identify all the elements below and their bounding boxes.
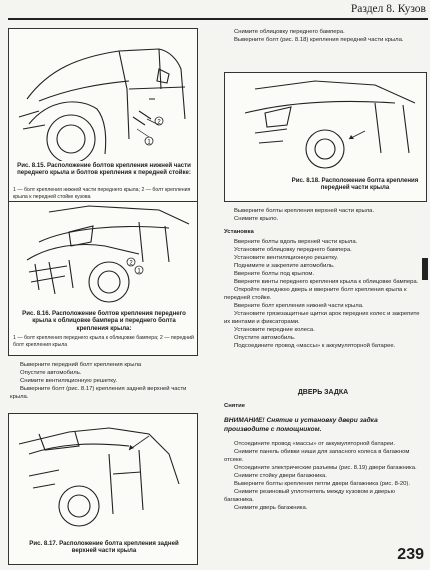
paragraph: Выверните передний болт крепления крыла [20,362,142,368]
paragraph: Вверните болты под крылом. [234,271,315,278]
removal-heading: Снятие [224,403,246,409]
paragraph: Установите вентиляционную решетку. [234,255,339,262]
paragraph: Установите грязезащитные щитки арок передних колес и закрепите их винтами и фиксаторами. [224,311,420,326]
paragraph: Вверните болты вдоль верхней части крыла. [234,239,358,245]
figure-8-15-caption: Рис. 8.15. Расположение болтов крепления нижней части переднего крыла и болтов крепления к передней стойке: [17,162,191,177]
figure-8-15 [8,28,198,208]
callout-2: 2 [157,119,161,126]
paragraph: Вверните болт крепления нижней части крыла. [234,303,364,310]
paragraph: Вверните винты переднего крепления крыла к облицовке бампера. [234,279,419,286]
figure-8-16-legend: 1 — болт крепления переднего крыла к облицовке бампера; 2 — передний болт крепления крыла [13,335,194,348]
install-text [224,238,422,350]
figure-8-16 [8,201,198,356]
callout-arrows [349,131,365,139]
figure-8-18-caption: Рис. 8.18. Расположение болта крепления передней части крыла [291,177,419,192]
callouts [137,117,163,146]
section-title: Раздел 8. Кузов [350,3,426,15]
warning-label: ВНИМАНИЕ! [224,417,265,424]
section2-heading: ДВЕРЬ ЗАДКА [297,389,349,396]
figure-8-15-legend: 1 — болт крепления нижней части переднего крыла; 2 — болт крепления крыла к передней стойке кузова [13,187,191,200]
removal-text [224,440,422,512]
paragraph: Снимите стойку двери багажника. [234,473,327,480]
paragraph: Отсоедините провод «массы» от аккумуляторной батареи. [234,441,395,447]
paragraph: Выверните болты крепления петли двери багажника (рис. 8-20). [234,481,411,488]
car-front-fender-drawing [225,73,426,173]
callout-2: 2 [129,260,133,267]
paragraph: Отсоедините электрические разъемы (рис. 8.19) двери багажника. [234,465,417,472]
paragraph: Выверните болт (рис. 8.17) крепления задней верхней части крыла. [10,386,187,401]
paragraph: Выверните болт (рис. 8.18) крепления передней части крыла. [234,37,404,44]
install-heading: Установка [224,229,254,235]
paragraph: Снимите панель обивки ниши для запасного колеса в багажном отсеке. [224,449,410,464]
figure-8-18 [224,72,427,202]
right-mid-text [224,207,422,223]
figure-8-17 [8,413,198,565]
paragraph: Опустите автомобиль. [20,370,82,377]
paragraph: Снимите облицовку переднего бампера. [234,29,345,35]
warning-text: Снятие и установку двери задка производите с помощником. [224,417,378,434]
paragraph: Установите передние колеса. [234,327,315,334]
callout-arrows [129,436,149,450]
paragraph: Снимите резиновый уплотнитель между кузовом и дверью багажника. [224,489,396,504]
page-number: 239 [397,546,424,563]
paragraph: Откройте переднюю дверь и вверните болт крепления крыла к передней стойке. [224,287,407,302]
right-top-text [224,28,422,44]
callout-1: 1 [147,139,151,146]
car-bumper-drawing [9,202,197,307]
paragraph: Поднимите и закрепите автомобиль. [234,263,335,270]
paragraph: Снимите дверь багажника. [234,505,308,512]
warning-note [224,416,422,434]
paragraph: Снимите крыло. [234,216,279,223]
figure-8-17-caption: Рис. 8.17. Расположение болта крепления задней верхней части крыла [29,540,179,555]
paragraph: Опустите автомобиль. [234,335,296,342]
callout-1: 1 [137,268,141,275]
left-text-block [10,361,198,401]
paragraph: Установите облицовку переднего бампера. [234,247,352,254]
paragraph: Подсоедините провод «массы» к аккумуляторной батарее. [234,343,396,350]
paragraph: Выверните болты крепления верхней части крыла. [234,208,375,214]
edge-marker [422,258,428,280]
header-rule [8,18,428,20]
car-front-door-drawing [9,29,197,161]
paragraph: Снимите вентиляционную решетку. [20,378,118,385]
callouts [127,258,143,275]
car-rear-fender-drawing [9,414,197,532]
figure-8-16-caption: Рис. 8.16. Расположение болтов крепления переднего крыла к облицовке бампера и переднего болта крепления крыла: [22,310,186,332]
